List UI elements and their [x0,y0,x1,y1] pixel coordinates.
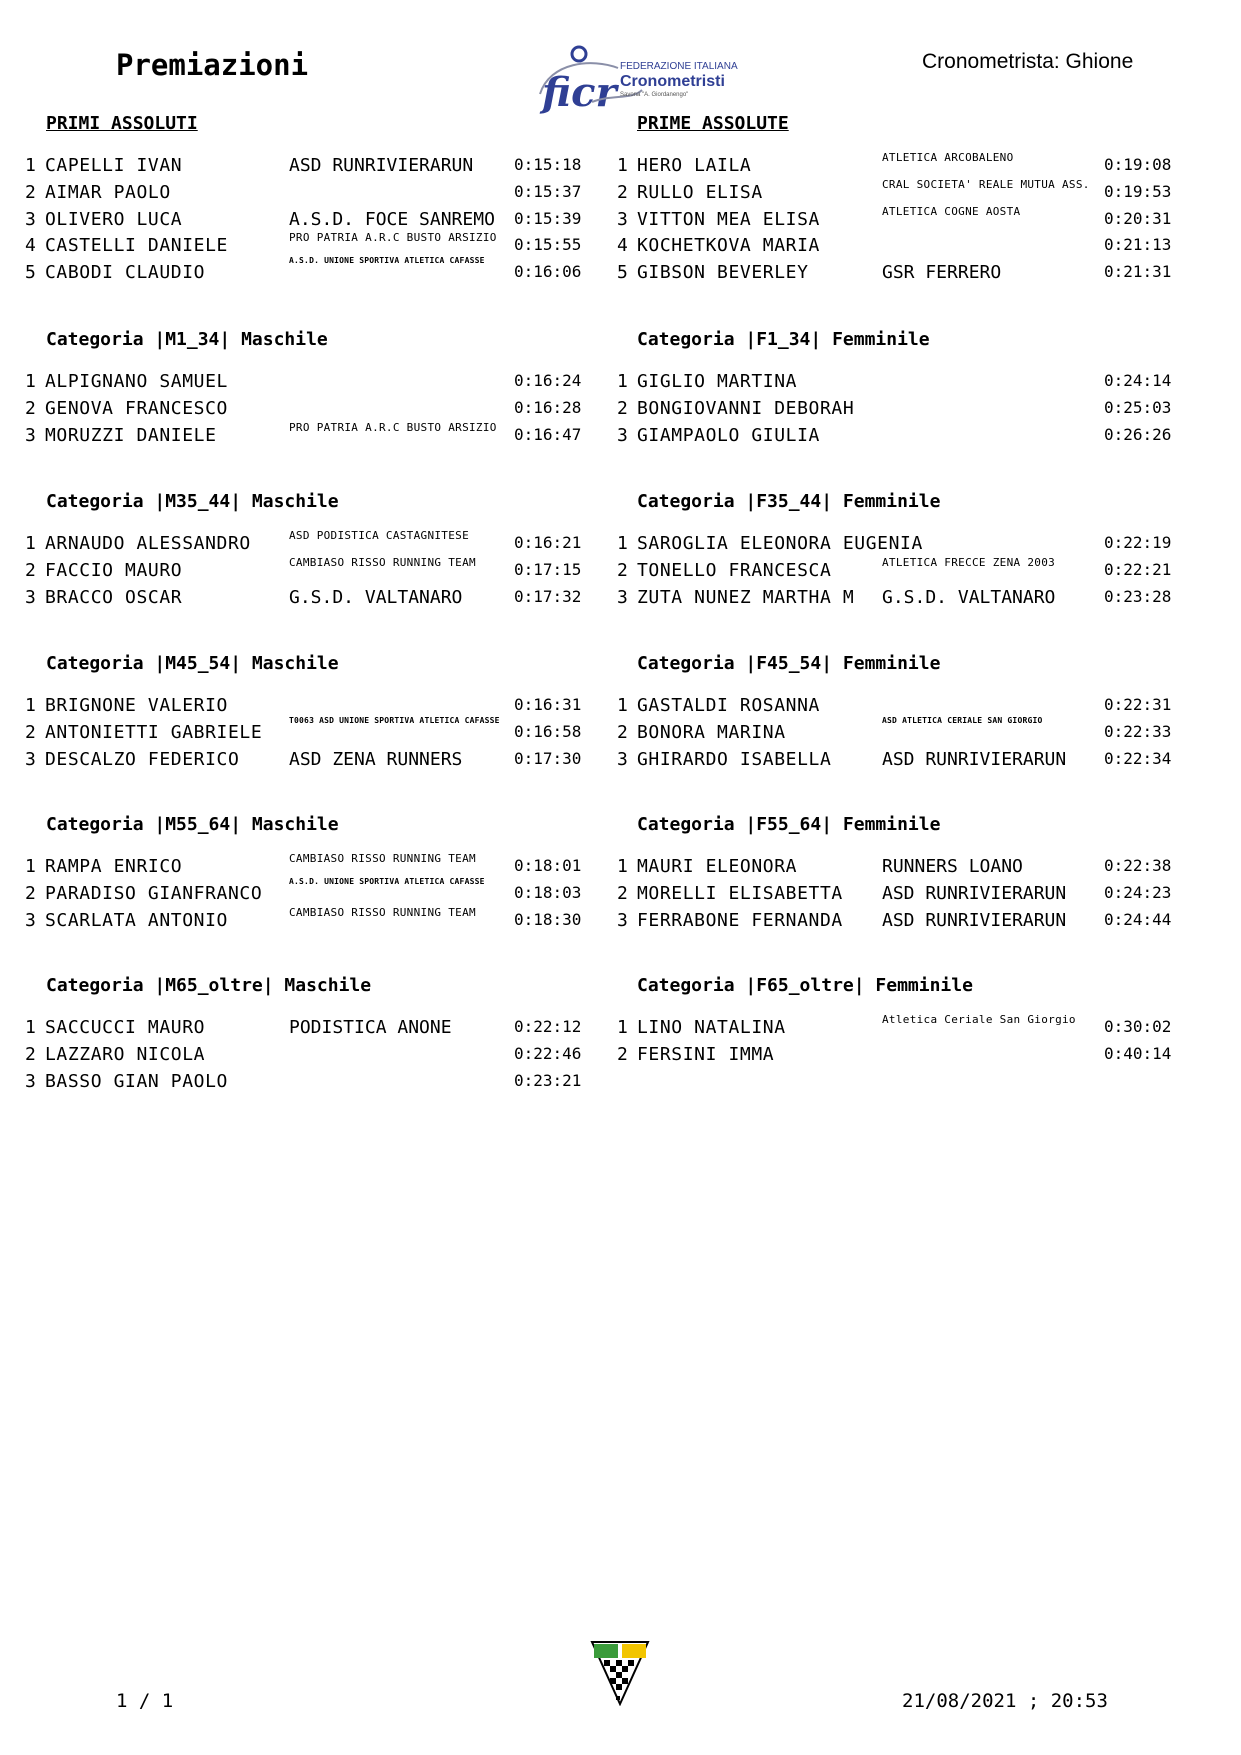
athlete-name: HERO LAILA [637,155,752,176]
rank: 3 [617,208,628,230]
result-row [0,1044,600,1068]
finish-time: 0:24:23 [1104,882,1172,902]
finish-time: 0:30:02 [1104,1017,1172,1036]
section-heading: Categoria |M55_64| Maschile [46,814,339,835]
team-name: RUNNERS LOANO [882,856,1023,877]
result-row [592,533,1192,557]
athlete-name: SAROGLIA ELEONORA EUGENIA [637,533,923,554]
rank: 3 [25,586,36,608]
finish-time: 0:21:31 [1104,262,1172,282]
finish-time: 0:17:32 [514,586,582,606]
finish-time: 0:16:21 [514,533,582,552]
athlete-name: ANTONIETTI GABRIELE [45,721,263,743]
rank: 2 [617,397,628,419]
rank: 5 [617,262,628,284]
athlete-name: FERRABONE FERNANDA [637,909,843,931]
rank: 2 [617,882,628,904]
section-heading: PRIME ASSOLUTE [637,113,789,134]
athlete-name: GHIRARDO ISABELLA [637,748,832,770]
finish-time: 0:16:24 [514,371,582,390]
section-heading: Categoria |F65_oltre| Femminile [637,975,973,996]
result-row [592,371,1192,395]
rank: 3 [617,748,628,770]
finish-time: 0:22:38 [1104,856,1172,875]
rank: 3 [25,909,36,931]
athlete-name: AIMAR PAOLO [45,181,171,203]
athlete-name: MAURI ELEONORA [637,856,798,877]
athlete-name: GASTALDI ROSANNA [637,695,820,716]
finish-time: 0:24:44 [1104,909,1172,929]
athlete-name: BRACCO OSCAR [45,586,183,608]
rank: 3 [617,424,628,446]
rank: 3 [25,1070,36,1092]
result-row [0,1071,600,1095]
finish-time: 0:22:33 [1104,721,1172,741]
result-row [592,749,1192,773]
rank: 1 [25,533,36,554]
finish-time: 0:15:39 [514,208,582,228]
rank: 1 [617,533,628,554]
finish-time: 0:16:47 [514,424,582,444]
rank: 2 [617,1043,628,1065]
team-name: ATLETICA ARCOBALENO [882,151,1014,164]
finish-time: 0:22:46 [514,1043,582,1063]
athlete-name: TONELLO FRANCESCA [637,559,832,581]
team-name: ATLETICA FRECCE ZENA 2003 [882,555,1056,569]
rank: 1 [25,155,36,176]
team-name: CRAL SOCIETA' REALE MUTUA ASS. [882,177,1090,191]
team-name: CAMBIASO RISSO RUNNING TEAM [289,852,476,865]
section-heading: Categoria |F55_64| Femminile [637,814,941,835]
result-row [0,749,600,773]
finish-time: 0:23:28 [1104,586,1172,606]
section-heading: Categoria |F45_54| Femminile [637,653,941,674]
finish-time: 0:22:34 [1104,748,1172,768]
section-heading: Categoria |F1_34| Femminile [637,329,930,350]
athlete-name: RULLO ELISA [637,181,763,203]
finish-time: 0:18:01 [514,856,582,875]
team-name: ATLETICA COGNE AOSTA [882,204,1021,218]
athlete-name: FERSINI IMMA [637,1043,775,1065]
finish-time: 0:19:08 [1104,155,1172,174]
female-results-column [592,0,1192,1200]
finish-time: 0:16:58 [514,721,582,741]
logo-line3: Savona "A. Giordanengo" [620,92,689,98]
finish-time: 0:19:53 [1104,181,1172,201]
team-name: GSR FERRERO [882,262,1002,284]
athlete-name: OLIVERO LUCA [45,208,183,230]
finish-time: 0:24:14 [1104,371,1172,390]
result-row [0,905,600,934]
result-row [592,151,1192,179]
finish-time: 0:18:03 [514,882,582,902]
athlete-name: PARADISO GIANFRANCO [45,882,263,904]
logo-line2: Cronometristi [620,73,725,90]
rank: 2 [25,882,36,904]
athlete-name: ZUTA NUNEZ MARTHA M [637,586,855,608]
finish-time: 0:18:30 [514,909,582,929]
athlete-name: ALPIGNANO SAMUEL [45,371,228,392]
section-heading: Categoria |M35_44| Maschile [46,491,339,512]
rank: 2 [25,559,36,581]
athlete-name: DESCALZO FEDERICO [45,748,240,770]
result-row [0,256,600,286]
finish-time: 0:16:31 [514,695,582,714]
athlete-name: BASSO GIAN PAOLO [45,1070,228,1092]
rank: 1 [617,371,628,392]
result-row [592,587,1192,611]
team-name: A.S.D. FOCE SANREMO [289,208,495,230]
team-name: A.S.D. UNIONE SPORTIVA ATLETICA CAFASSE [289,876,485,886]
athlete-name: RAMPA ENRICO [45,856,183,877]
result-row [592,856,1192,880]
athlete-name: SACCUCCI MAURO [45,1017,206,1038]
print-datetime: 21/08/2021 ; 20:53 [902,1690,1108,1712]
result-row [592,235,1192,259]
athlete-name: FACCIO MAURO [45,559,183,581]
finish-time: 0:23:21 [514,1070,582,1090]
result-row [0,587,600,611]
rank: 1 [617,856,628,877]
finish-time: 0:22:19 [1104,533,1172,552]
result-row [592,425,1192,449]
section-heading: Categoria |M65_oltre| Maschile [46,975,372,996]
rank: 3 [617,586,628,608]
rank: 2 [25,181,36,203]
athlete-name: LAZZARO NICOLA [45,1043,206,1065]
team-name: Atletica Ceriale San Giorgio [882,1013,1076,1026]
team-name: A.S.D. UNIONE SPORTIVA ATLETICA CAFASSE [289,256,485,266]
team-name: ASD RUNRIVIERARUN [882,748,1067,770]
finish-time: 0:17:30 [514,748,582,768]
result-row [592,204,1192,233]
rank: 3 [25,748,36,770]
result-row [592,262,1192,286]
page-number: 1 / 1 [116,1690,174,1712]
result-row [0,371,600,395]
result-row [592,398,1192,422]
rank: 3 [617,909,628,931]
athlete-name: BRIGNONE VALERIO [45,695,228,716]
athlete-name: KOCHETKOVA MARIA [637,235,820,257]
result-row [592,1044,1192,1068]
rank: 1 [25,371,36,392]
team-name: ASD PODISTICA CASTAGNITESE [289,529,469,542]
rank: 2 [617,559,628,581]
section-heading: Categoria |F35_44| Femminile [637,491,941,512]
athlete-name: ARNAUDO ALESSANDRO [45,533,251,554]
athlete-name: GIGLIO MARTINA [637,371,798,392]
finish-time: 0:17:15 [514,559,582,579]
finish-time: 0:15:18 [514,155,582,174]
result-row [0,209,600,233]
finish-time: 0:20:31 [1104,208,1172,228]
result-row [0,876,600,907]
team-name: ASD RUNRIVIERARUN [882,882,1067,904]
rank: 1 [617,155,628,176]
team-name: T0063 ASD UNIONE SPORTIVA ATLETICA CAFASSE [289,715,500,725]
rank: 3 [25,208,36,230]
athlete-name: GIBSON BEVERLEY [637,262,809,284]
rank: 1 [617,1017,628,1038]
rank: 2 [617,181,628,203]
athlete-name: CABODI CLAUDIO [45,262,206,284]
result-row [0,182,600,206]
athlete-name: MORUZZI DANIELE [45,424,217,446]
rank: 5 [25,262,36,284]
result-row [0,715,600,746]
rank: 4 [25,235,36,257]
finish-time: 0:16:28 [514,397,582,417]
finish-time: 0:15:37 [514,181,582,201]
rank: 2 [25,721,36,743]
finish-time: 0:26:26 [1104,424,1172,444]
athlete-name: BONORA MARINA [637,721,786,743]
team-name: ASD RUNRIVIERARUN [289,155,474,176]
result-row [0,420,600,449]
result-row [592,883,1192,907]
result-row [0,398,600,422]
finish-time: 0:16:06 [514,262,582,282]
team-name: CAMBIASO RISSO RUNNING TEAM [289,905,476,919]
rank: 1 [25,1017,36,1038]
cronometrista: Cronometrista: Ghione [922,50,1134,73]
athlete-name: GIAMPAOLO GIULIA [637,424,820,446]
result-row [592,910,1192,934]
finish-time: 0:22:12 [514,1017,582,1036]
checkered-shield-icon [590,1640,650,1706]
team-name: G.S.D. VALTANARO [289,586,463,608]
rank: 4 [617,235,628,257]
athlete-name: GENOVA FRANCESCO [45,397,228,419]
athlete-name: MORELLI ELISABETTA [637,882,843,904]
finish-time: 0:22:21 [1104,559,1172,579]
logo-line1: FEDERAZIONE ITALIANA [620,61,738,72]
team-name: G.S.D. VALTANARO [882,586,1056,608]
rank: 3 [25,424,36,446]
section-heading: PRIMI ASSOLUTI [46,113,198,134]
result-row [592,177,1192,206]
team-name: PODISTICA ANONE [289,1017,452,1038]
rank: 1 [617,695,628,716]
result-row [0,555,600,584]
athlete-name: VITTON MEA ELISA [637,208,820,230]
fidal-logo [590,1640,650,1706]
result-row [592,1013,1192,1041]
team-name: PRO PATRIA A.R.C BUSTO ARSIZIO [289,420,497,434]
result-row [592,715,1192,746]
finish-time: 0:22:31 [1104,695,1172,714]
rank: 2 [25,397,36,419]
athlete-name: CAPELLI IVAN [45,155,183,176]
rank: 1 [25,695,36,716]
team-name: CAMBIASO RISSO RUNNING TEAM [289,555,476,569]
rank: 2 [617,721,628,743]
team-name: ASD RUNRIVIERARUN [882,909,1067,931]
athlete-name: BONGIOVANNI DEBORAH [637,397,855,419]
athlete-name: LINO NATALINA [637,1017,786,1038]
finish-time: 0:25:03 [1104,397,1172,417]
result-row [592,555,1192,584]
athlete-name: CASTELLI DANIELE [45,235,228,257]
male-results-column [0,0,600,1200]
team-name: ASD ZENA RUNNERS [289,748,463,770]
team-name: ASD ATLETICA CERIALE SAN GIORGIO [882,715,1043,725]
rank: 1 [25,856,36,877]
athlete-name: SCARLATA ANTONIO [45,909,228,931]
finish-time: 0:21:13 [1104,235,1172,255]
logo-mark: ficr [542,69,617,116]
team-name: PRO PATRIA A.R.C BUSTO ARSIZIO [289,231,497,245]
section-heading: Categoria |M45_54| Maschile [46,653,339,674]
result-row [0,1017,600,1041]
finish-time: 0:15:55 [514,235,582,255]
section-heading: Categoria |M1_34| Maschile [46,329,328,350]
result-row [0,529,600,557]
page-title: Premiazioni [116,48,309,82]
result-row [0,155,600,179]
finish-time: 0:40:14 [1104,1043,1172,1063]
rank: 2 [25,1043,36,1065]
